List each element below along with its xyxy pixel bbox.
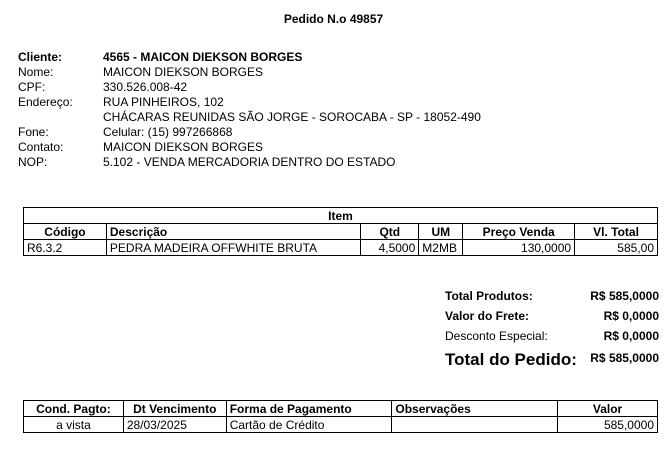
col-codigo-header: Código bbox=[24, 224, 107, 240]
pay-forma: Cartão de Crédito bbox=[226, 417, 392, 433]
cliente-label: Cliente: bbox=[18, 50, 63, 64]
col-total-header: Vl. Total bbox=[575, 224, 658, 240]
page-title: Pedido N.o 49857 bbox=[283, 12, 384, 26]
fone-value: Celular: (15) 997266868 bbox=[103, 125, 233, 139]
endereco-label: Endereço: bbox=[18, 95, 73, 109]
nop-label: NOP: bbox=[18, 155, 48, 169]
col-valor-header: Valor bbox=[558, 401, 658, 417]
item-qtd: 4,5000 bbox=[361, 240, 419, 256]
total-pedido-value: R$ 585,0000 bbox=[590, 351, 659, 365]
valor-frete-label: Valor do Frete: bbox=[445, 309, 530, 323]
pay-observacoes bbox=[392, 417, 558, 433]
item-codigo: R6.3.2 bbox=[24, 240, 107, 256]
total-pedido-label: Total do Pedido: bbox=[445, 350, 577, 369]
pay-vencimento: 28/03/2025 bbox=[123, 417, 226, 433]
desconto-especial-label: Desconto Especial: bbox=[445, 329, 548, 343]
nop-value: 5.102 - VENDA MERCADORIA DENTRO DO ESTADO bbox=[103, 155, 396, 169]
col-dt-vencimento-header: Dt Vencimento bbox=[123, 401, 226, 417]
table-row bbox=[24, 240, 658, 256]
valor-frete-value: R$ 0,0000 bbox=[603, 309, 659, 323]
item-um: M2MB bbox=[419, 240, 463, 256]
item-preco: 130,0000 bbox=[463, 240, 575, 256]
col-um-header: UM bbox=[419, 224, 463, 240]
item-descricao: PEDRA MADEIRA OFFWHITE BRUTA bbox=[106, 240, 360, 256]
contato-label: Contato: bbox=[18, 140, 64, 154]
table-row bbox=[24, 417, 658, 433]
nome-label: Nome: bbox=[18, 65, 54, 79]
col-cond-pagto-header: Cond. Pagto: bbox=[24, 401, 124, 417]
total-produtos-value: R$ 585,0000 bbox=[590, 289, 659, 303]
item-total: 585,00 bbox=[575, 240, 658, 256]
cpf-label: CPF: bbox=[18, 80, 46, 94]
endereco-line2: CHÁCARAS REUNIDAS SÃO JORGE - SOROCABA - SP - 18052-490 bbox=[103, 110, 481, 124]
desconto-especial-value: R$ 0,0000 bbox=[603, 329, 659, 343]
nome-value: MAICON DIEKSON BORGES bbox=[103, 65, 264, 79]
payment-table bbox=[23, 400, 658, 433]
fone-label: Fone: bbox=[18, 125, 49, 139]
pay-valor: 585,0000 bbox=[558, 417, 658, 433]
cpf-value: 330.526.008-42 bbox=[103, 80, 188, 94]
contato-value: MAICON DIEKSON BORGES bbox=[103, 140, 264, 154]
col-qtd-header: Qtd bbox=[361, 224, 419, 240]
col-preco-header: Preço Venda bbox=[463, 224, 575, 240]
total-produtos-label: Total Produtos: bbox=[445, 289, 533, 303]
items-header-row bbox=[24, 224, 658, 240]
col-forma-pagamento-header: Forma de Pagamento bbox=[226, 401, 392, 417]
endereco-line1: RUA PINHEIROS, 102 bbox=[103, 95, 224, 109]
payment-header-row bbox=[24, 401, 658, 417]
col-descricao-header: Descrição bbox=[106, 224, 360, 240]
col-observacoes-header: Observações bbox=[392, 401, 558, 417]
pay-cond: a vista bbox=[24, 417, 124, 433]
items-section-title: Item bbox=[24, 208, 658, 224]
cliente-value: 4565 - MAICON DIEKSON BORGES bbox=[103, 50, 303, 64]
items-table bbox=[23, 207, 658, 256]
